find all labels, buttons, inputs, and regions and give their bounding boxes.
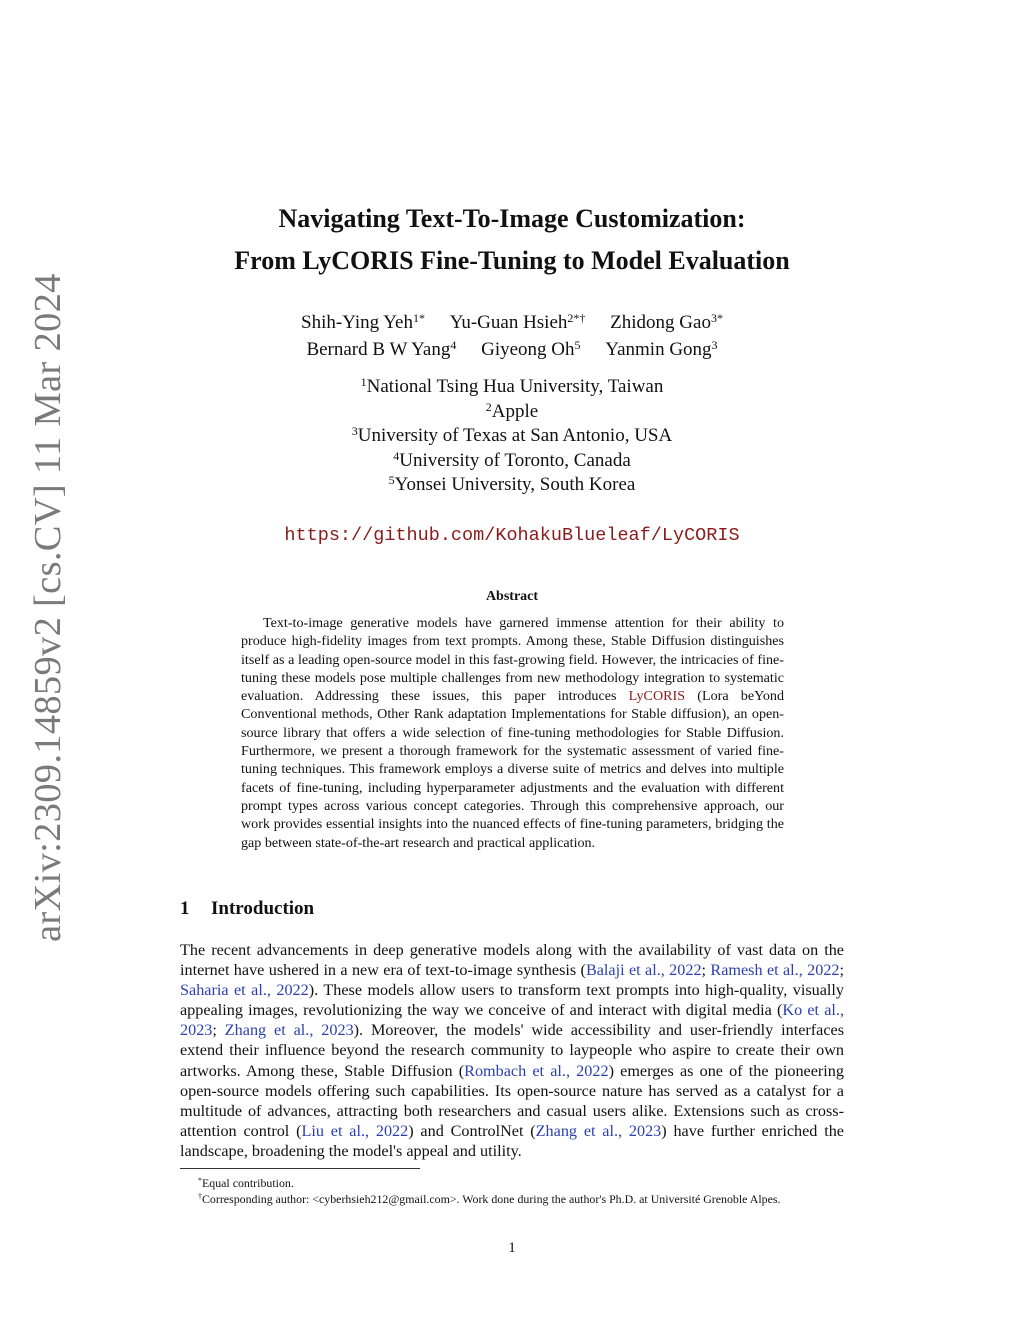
arxiv-identifier-stamp: arXiv:2309.14859v2 [cs.CV] 11 Mar 2024 (27, 273, 69, 942)
citation-link[interactable]: Zhang et al., 2023 (535, 1121, 662, 1140)
citation-link[interactable]: Ramesh et al., 2022 (710, 961, 840, 980)
author-list (0, 309, 1024, 363)
section-number: 1 (180, 898, 190, 919)
author: Shih-Ying Yeh$^{1*}$ (301, 311, 425, 333)
lycoris-link[interactable]: LyCORIS (628, 688, 686, 705)
affiliation-list (0, 375, 1024, 498)
section-title: Introduction (211, 898, 315, 919)
author: Zhidong Gao$^{3*}$ (610, 311, 723, 333)
footnotes (180, 1175, 860, 1207)
author: Yanmin Gong$^3$ (605, 338, 718, 360)
citation-link[interactable]: Rombach et al., 2022 (464, 1061, 609, 1080)
affiliation: $^2$Apple (485, 399, 539, 422)
affiliation: $^4$University of Toronto, Canada (393, 448, 631, 471)
footnote-divider (180, 1168, 420, 1169)
author-line-2 (0, 336, 1024, 363)
abstract-text: Text-to-image generative models have garnered immense attention for their ability to produce high-fidelity images from text prompts. Among these, Stable Diffusion distinguishes itself as a leading open-source model in this fast-growing field. However, the intricacies of fine-tuning these models pose multiple challenges from new methodology integration to systematic evaluation. Addressing these issues, this paper introduces LyCORIS (Lora beYond Conventional methods, Other Rank adaptation Implementations for Stable diffusion), an open-source library that offers a wide selection of fine-tuning methodologies for Stable Diffusion. Furthermore, we present a thorough framework for the systematic assessment of varied fine-tuning techniques. This framework employs a diverse suite of metrics and delves into multiple facets of fine-tuning, including hyperparameter adjustments and the evaluation with different prompt types across various concept categories. Through this comprehensive approach, our work provides essential insights into the nuanced effects of fine-tuning parameters, bridging the gap between state-of-the-art research and practical application. (241, 615, 784, 851)
footnote: †Corresponding author: <cyberhsieh212@gmail.com>. Work done during the author's Ph.D. at Université Grenoble Alpes. (198, 1192, 781, 1206)
section-heading-introduction (180, 898, 314, 920)
title-line-2: From LyCORIS Fine-Tuning to Model Evaluation (234, 246, 790, 275)
introduction-paragraph: The recent advancements in deep generative models along with the availability of vast data on the internet have ushered in a new era of text-to-image synthesis (Balaji et al., 2022; Ramesh et al., 2022; Saharia et al., 2022). These models allow users to transform text prompts into high-quality, visually appealing images, revolutionizing the way we conceive of and interact with digital media (Ko et al., 2023; Zhang et al., 2023). Moreover, the models' wide accessibility and user-friendly interfaces extend their influence beyond the research community to laypeople who aspire to create their own artworks. Among these, Stable Diffusion (Rombach et al., 2022) emerges as one of the pioneering open-source models offering such capabilities. Its open-source nature has served as a catalyst for a multitude of advances, attracting both researchers and casual users alike. Extensions such as cross-attention control (Liu et al., 2022) and ControlNet (Zhang et al., 2023) have further enriched the landscape, broadening the model's appeal and utility. (180, 941, 845, 1160)
citation-link[interactable]: Ko et al., 2023 (180, 1001, 844, 1040)
title-line-1: Navigating Text-To-Image Customization: (278, 204, 746, 233)
citation-link[interactable]: Saharia et al., 2022 (180, 981, 309, 1000)
citation-link[interactable]: Balaji et al., 2022 (585, 961, 702, 980)
author-line-1 (0, 309, 1024, 336)
page-number: 1 (508, 1240, 516, 1256)
abstract-heading: Abstract (485, 589, 539, 604)
citation-link[interactable]: Zhang et al., 2023 (224, 1021, 354, 1040)
affiliation: $^1$National Tsing Hua University, Taiwan (360, 375, 664, 397)
paper-title (0, 198, 1024, 282)
affiliation: $^3$University of Texas at San Antonio, USA (351, 424, 673, 446)
author: Bernard B W Yang$^4$ (306, 338, 457, 360)
footnote: *Equal contribution. (198, 1176, 294, 1190)
author: Yu-Guan Hsieh$^{2*\dagger}$ (449, 311, 586, 333)
repository-link[interactable]: https://github.com/KohakuBlueleaf/LyCORIS (284, 525, 740, 546)
affiliation: $^5$Yonsei University, South Korea (388, 473, 636, 495)
author: Giyeong Oh$^5$ (481, 338, 581, 360)
citation-link[interactable]: Liu et al., 2022 (301, 1121, 409, 1140)
